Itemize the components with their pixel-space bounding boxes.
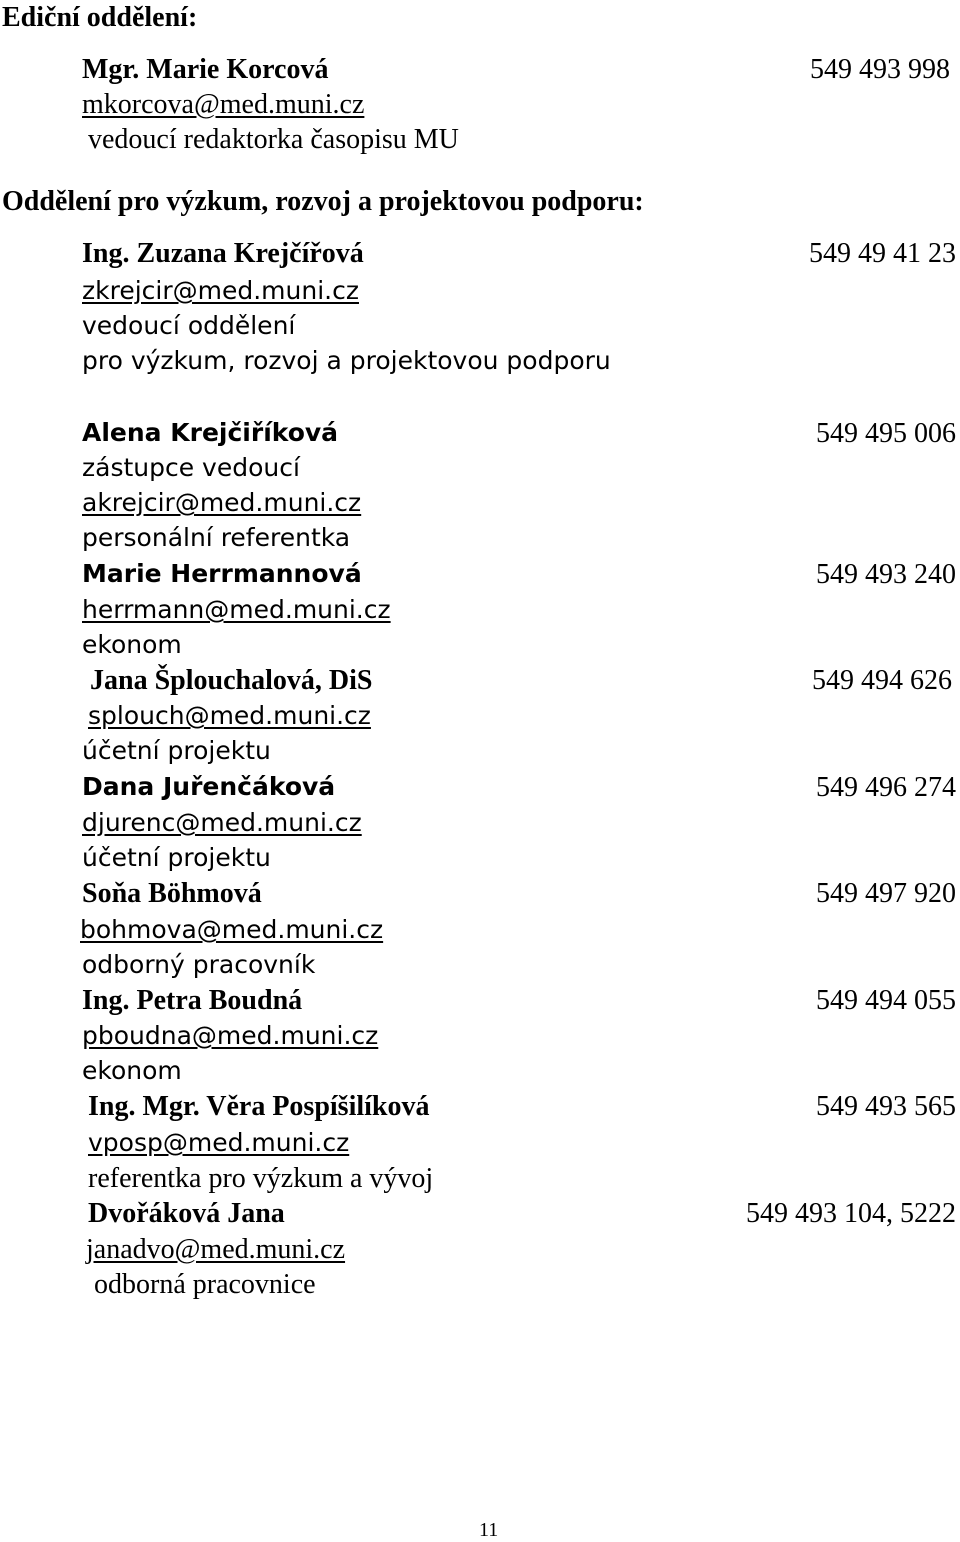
person-role-krejcirikova-1: zástupce vedoucí — [82, 453, 300, 482]
person-phone-krejcirova: 549 49 41 23 — [809, 238, 956, 269]
section-heading-edicni: Ediční oddělení: — [2, 2, 198, 33]
person-role-splouchalova: účetní projektu — [82, 736, 271, 765]
person-name-bohmova: Soňa Böhmová — [82, 878, 262, 909]
person-name-splouchalova: Jana Šplouchalová, DiS — [90, 665, 373, 696]
person-email-splouchalova[interactable]: splouch@med.muni.cz — [88, 701, 371, 730]
person-role-dvorakova: odborná pracovnice — [94, 1269, 316, 1300]
person-name-dvorakova: Dvořáková Jana — [88, 1198, 285, 1229]
person-name-boudna: Ing. Petra Boudná — [82, 985, 303, 1016]
person-email-boudna[interactable]: pboudna@med.muni.cz — [82, 1021, 379, 1050]
person-name-herrmannova: Marie Herrmannová — [82, 559, 362, 588]
person-role-boudna: ekonom — [82, 1056, 182, 1085]
person-role-krejcirova-1: vedoucí oddělení — [82, 311, 296, 340]
person-phone-korcova: 549 493 998 — [810, 54, 950, 85]
person-email-jurencakova[interactable]: djurenc@med.muni.cz — [82, 808, 362, 837]
person-phone-jurencakova: 549 496 274 — [816, 772, 956, 803]
person-name-krejcirikova: Alena Krejčiříková — [82, 418, 339, 447]
person-email-krejcirikova[interactable]: akrejcir@med.muni.cz — [82, 488, 362, 517]
person-role-bohmova: odborný pracovník — [82, 950, 316, 979]
person-phone-krejcirikova: 549 495 006 — [816, 418, 956, 449]
person-email-dvorakova[interactable]: janadvo@med.muni.cz — [86, 1234, 346, 1265]
person-name-korcova: Mgr. Marie Korcová — [82, 54, 329, 85]
person-email-bohmova[interactable]: bohmova@med.muni.cz — [80, 915, 384, 944]
person-email-herrmannova[interactable]: herrmann@med.muni.cz — [82, 595, 391, 624]
person-phone-pospisilikova: 549 493 565 — [816, 1091, 956, 1122]
person-email-krejcirova[interactable]: zkrejcir@med.muni.cz — [82, 276, 359, 305]
section-heading-vyzkum: Oddělení pro výzkum, rozvoj a projektovou podporu: — [2, 186, 644, 217]
person-phone-bohmova: 549 497 920 — [816, 878, 956, 909]
person-name-pospisilikova: Ing. Mgr. Věra Pospíšilíková — [88, 1091, 430, 1122]
person-role-krejcirikova-2: personální referentka — [82, 523, 351, 552]
person-phone-herrmannova: 549 493 240 — [816, 559, 956, 590]
person-role-jurencakova: účetní projektu — [82, 843, 271, 872]
person-role-korcova: vedoucí redaktorka časopisu MU — [88, 124, 459, 155]
person-role-herrmannova: ekonom — [82, 630, 182, 659]
person-phone-boudna: 549 494 055 — [816, 985, 956, 1016]
person-name-krejcirova: Ing. Zuzana Krejčířová — [82, 238, 364, 269]
person-role-pospisilikova: referentka pro výzkum a vývoj — [88, 1163, 434, 1194]
person-phone-dvorakova: 549 493 104, 5222 — [746, 1198, 956, 1229]
person-email-pospisilikova[interactable]: vposp@med.muni.cz — [88, 1128, 350, 1157]
person-role-krejcirova-2: pro výzkum, rozvoj a projektovou podporu — [82, 346, 611, 375]
page-number: 11 — [479, 1519, 499, 1541]
person-email-korcova[interactable]: mkorcova@med.muni.cz — [82, 89, 365, 120]
person-name-jurencakova: Dana Juřenčáková — [82, 772, 336, 801]
person-phone-splouchalova: 549 494 626 — [812, 665, 952, 696]
